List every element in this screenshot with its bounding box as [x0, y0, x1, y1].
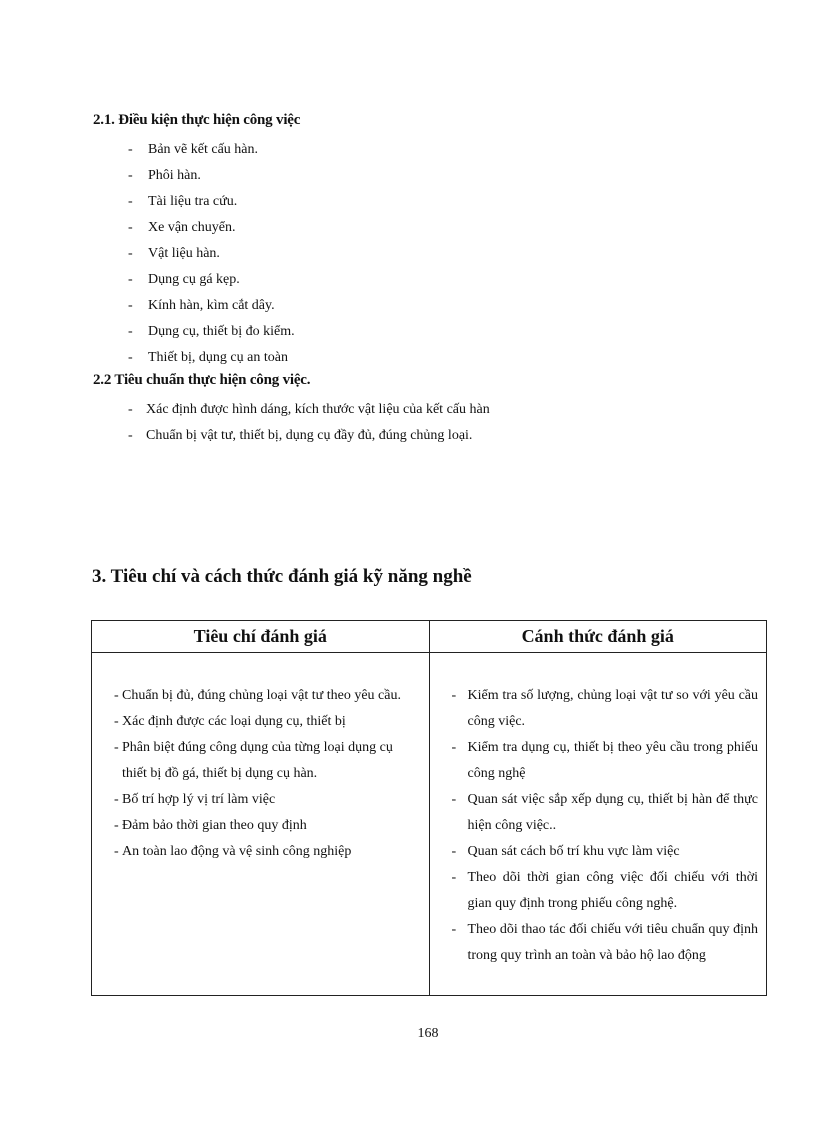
- method-item-text: Theo dõi thời gian công việc đối chiếu với thời gian quy định trong phiếu công nghệ.: [467, 870, 758, 911]
- condition-item-text: Bản vẽ kết cấu hàn.: [148, 142, 259, 157]
- condition-item-text: Xe vận chuyển.: [148, 220, 236, 235]
- bullet-dash: -: [451, 740, 457, 755]
- method-item-text: Quan sát việc sắp xếp dụng cụ, thiết bị hàn để thực hiện công việc..: [467, 792, 758, 833]
- bullet-dash: -: [451, 870, 457, 885]
- criteria-item: [114, 839, 421, 865]
- section-3-title: 3. Tiêu chí và cách thức đánh giá kỹ năng nghề: [92, 566, 472, 587]
- method-item: [452, 839, 759, 865]
- methods-header: Cánh thức đánh giá: [429, 621, 767, 653]
- criteria-cell: [92, 653, 430, 996]
- method-item: [452, 787, 759, 839]
- criteria-item: [114, 683, 421, 709]
- method-item: [452, 917, 759, 969]
- bullet-dash: -: [114, 844, 119, 859]
- method-item: [452, 865, 759, 917]
- bullet-dash: -: [128, 272, 133, 287]
- condition-item-text: Phôi hàn.: [148, 168, 201, 183]
- bullet-dash: -: [128, 324, 133, 339]
- bullet-dash: -: [451, 688, 457, 703]
- method-item-text: Quan sát cách bố trí khu vực làm việc: [467, 844, 680, 859]
- methods-cell: [429, 653, 767, 996]
- criteria-item-text: Phân biệt đúng công dụng của từng loại dụng cụ thiết bị đồ gá, thiết bị dụng cụ hàn.: [122, 740, 393, 781]
- criteria-item-text: Bố trí hợp lý vị trí làm việc: [122, 792, 276, 807]
- condition-item-text: Thiết bị, dụng cụ an toàn: [148, 350, 288, 365]
- method-item: [452, 683, 759, 735]
- criteria-item-text: Đảm bảo thời gian theo quy định: [122, 818, 307, 833]
- condition-item-text: Vật liệu hàn.: [148, 246, 220, 261]
- bullet-dash: -: [128, 142, 133, 157]
- bullet-dash: -: [128, 298, 133, 313]
- bullet-dash: -: [114, 740, 119, 755]
- criteria-item-text: An toàn lao động và vệ sinh công nghiệp: [122, 844, 352, 859]
- bullet-dash: -: [128, 402, 133, 417]
- criteria-item-text: Xác định được các loại dụng cụ, thiết bị: [122, 714, 346, 729]
- condition-item-text: Dụng cụ, thiết bị đo kiểm.: [148, 324, 295, 339]
- method-item-text: Kiểm tra số lượng, chủng loại vật tư so với yêu cầu công việc.: [467, 688, 758, 729]
- bullet-dash: -: [114, 714, 119, 729]
- criteria-item-text: Chuẩn bị đủ, đúng chủng loại vật tư theo yêu cầu.: [122, 688, 401, 703]
- criteria-header: Tiêu chí đánh giá: [92, 621, 430, 653]
- bullet-dash: -: [128, 194, 133, 209]
- section-2-1-title: 2.1. Điều kiện thực hiện công việc: [93, 112, 301, 128]
- bullet-dash: -: [128, 428, 133, 443]
- criteria-item: [114, 813, 421, 839]
- criteria-item: [114, 735, 421, 787]
- section-2-2-title: 2.2 Tiêu chuẩn thực hiện công việc.: [93, 372, 311, 388]
- bullet-dash: -: [128, 220, 133, 235]
- bullet-dash: -: [128, 350, 133, 365]
- method-item-text: Kiểm tra dụng cụ, thiết bị theo yêu cầu trong phiếu công nghệ: [467, 740, 758, 781]
- condition-item-text: Tài liệu tra cứu.: [148, 194, 238, 209]
- bullet-dash: -: [451, 844, 457, 859]
- bullet-dash: -: [451, 922, 457, 937]
- criteria-item: [114, 787, 421, 813]
- assessment-table: [91, 620, 767, 996]
- bullet-dash: -: [114, 792, 119, 807]
- condition-item-text: Kính hàn, kìm cắt dây.: [148, 298, 275, 313]
- bullet-dash: -: [451, 792, 457, 807]
- standard-item-text: Xác định được hình dáng, kích thước vật liệu của kết cấu hàn: [146, 402, 490, 417]
- bullet-dash: -: [114, 688, 119, 703]
- bullet-dash: -: [128, 246, 133, 261]
- method-item-text: Theo dõi thao tác đối chiếu với tiêu chuẩn quy định trong quy trình an toàn và bảo hộ lao động: [467, 922, 758, 963]
- condition-item-text: Dụng cụ gá kẹp.: [148, 272, 240, 287]
- page-number: 168: [417, 1026, 439, 1041]
- bullet-dash: -: [114, 818, 119, 833]
- bullet-dash: -: [128, 168, 133, 183]
- standard-item-text: Chuẩn bị vật tư, thiết bị, dụng cụ đầy đủ, đúng chủng loại.: [146, 428, 473, 443]
- criteria-item: [114, 709, 421, 735]
- method-item: [452, 735, 759, 787]
